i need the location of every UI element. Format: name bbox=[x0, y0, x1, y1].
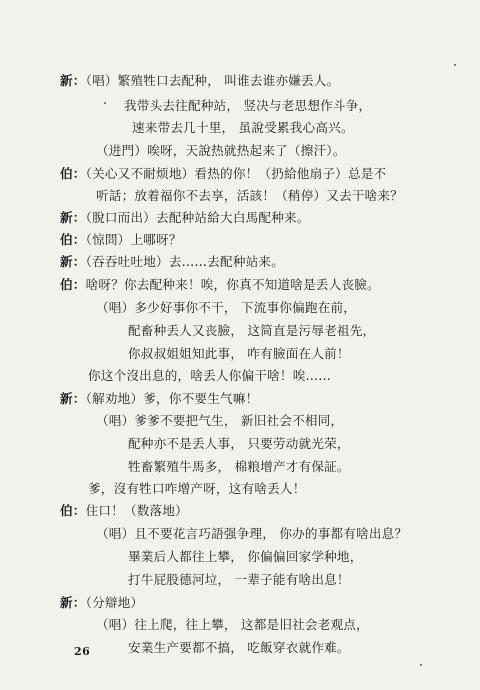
speaker-label: 新： bbox=[60, 595, 86, 610]
line-text: 你这个沒出息的，啥丢人你偏干啥！唉…… bbox=[88, 368, 332, 383]
script-line bbox=[60, 232, 182, 248]
speaker-label: 新： bbox=[60, 73, 86, 88]
script-line bbox=[128, 346, 350, 362]
script-line bbox=[96, 188, 403, 204]
script-line bbox=[124, 98, 371, 114]
script-line bbox=[60, 210, 310, 226]
script-line bbox=[60, 391, 258, 407]
line-text: （唱）繁殖牲口去配种， 叫谁去谁亦嫌丢人。 bbox=[85, 73, 340, 88]
script-line bbox=[96, 300, 356, 316]
speaker-label: 新： bbox=[60, 254, 86, 269]
line-text: （唱）往上爬，往上攀， 这都是旧社会老观点， bbox=[96, 617, 369, 632]
speaker-label: 新： bbox=[60, 391, 86, 406]
speaker-label: 伯： bbox=[60, 503, 86, 518]
line-text: 畢業后人都往上攀， 你偏偏回家学种地， bbox=[128, 549, 363, 564]
line-text: 配畜种丢人又丧臉， 这简直是污辱老祖先， bbox=[128, 323, 376, 338]
line-text: 你叔叔姐姐知此事， 咋有臉面在人前！ bbox=[128, 346, 350, 361]
line-text: （唱）爹爹不要把气生， 新旧社会不相同， bbox=[96, 413, 344, 428]
script-line bbox=[128, 572, 350, 588]
script-line bbox=[88, 368, 331, 384]
speaker-label: 伯： bbox=[60, 166, 86, 181]
line-text: （唱）且不要花言巧語强争理， 你办的事都有啥出息？ bbox=[96, 526, 408, 541]
script-line bbox=[128, 549, 363, 565]
line-text: 配种亦不是丢人事， 只要劳动就光荣， bbox=[128, 436, 350, 451]
script-line bbox=[60, 254, 284, 270]
script-line bbox=[96, 143, 346, 159]
ink-speck bbox=[420, 664, 422, 666]
line-text: 速来带去几十里， 虽說受累我心高兴。 bbox=[132, 120, 354, 135]
line-text: 听話；放着福你不去享，活該！（稍停）又去干啥来？ bbox=[96, 188, 404, 203]
script-line bbox=[96, 413, 343, 429]
line-text: （进門）唉呀，天說热就热起来了（擦汗）。 bbox=[96, 143, 346, 158]
line-text: （吞吞吐吐地）去……去配种站来。 bbox=[85, 254, 284, 269]
line-text: （唱）多少好事你不干， 下流事你偏跑在前， bbox=[96, 300, 357, 315]
page-number: 26 bbox=[74, 645, 91, 658]
line-text: 打牛屁股德河垃， 一辈子能有啥出息！ bbox=[128, 572, 350, 587]
line-text: （解劝地）爹，你不要生气嘛！ bbox=[85, 391, 259, 406]
script-line bbox=[128, 323, 375, 339]
ink-speck bbox=[454, 64, 456, 66]
line-text: 我带头去往配种站， 竖决与老思想作斗争， bbox=[124, 98, 372, 113]
line-text: 爹，沒有牲口咋增产呀，这有啥丢人！ bbox=[88, 481, 306, 496]
speaker-label: 伯： bbox=[60, 277, 86, 292]
script-line bbox=[96, 617, 369, 633]
speaker-label: 新： bbox=[60, 210, 86, 225]
script-line bbox=[60, 503, 188, 519]
speaker-label: 伯： bbox=[60, 232, 86, 247]
line-text: （脫口而出）去配种站給大白馬配种来。 bbox=[85, 210, 310, 225]
script-line bbox=[128, 436, 350, 452]
line-text: （分辯地） bbox=[85, 595, 144, 610]
script-line bbox=[128, 459, 350, 475]
ink-speck bbox=[104, 102, 106, 104]
line-text: 啥呀？你去配种来！唉，你真不知道啥是丢人丧臉。 bbox=[85, 277, 380, 292]
script-line bbox=[60, 595, 143, 611]
line-text: （惊問）上哪呀？ bbox=[85, 232, 182, 247]
line-text: 牲畜繁殖牛馬多， 棉粮增产才有保証。 bbox=[128, 459, 350, 474]
script-line bbox=[128, 640, 350, 656]
script-line bbox=[88, 481, 306, 497]
script-line bbox=[60, 277, 380, 293]
script-line bbox=[96, 526, 407, 542]
line-text: （关心又不耐烦地）看热的你！（扔給他扇子）总是不 bbox=[85, 166, 387, 181]
line-text: 住口！（数落地） bbox=[85, 503, 188, 518]
line-text: 安業生产要都不搞， 吃飯穿衣就作难。 bbox=[128, 640, 350, 655]
script-line bbox=[132, 120, 354, 136]
script-line bbox=[60, 166, 386, 182]
script-line bbox=[60, 73, 339, 89]
